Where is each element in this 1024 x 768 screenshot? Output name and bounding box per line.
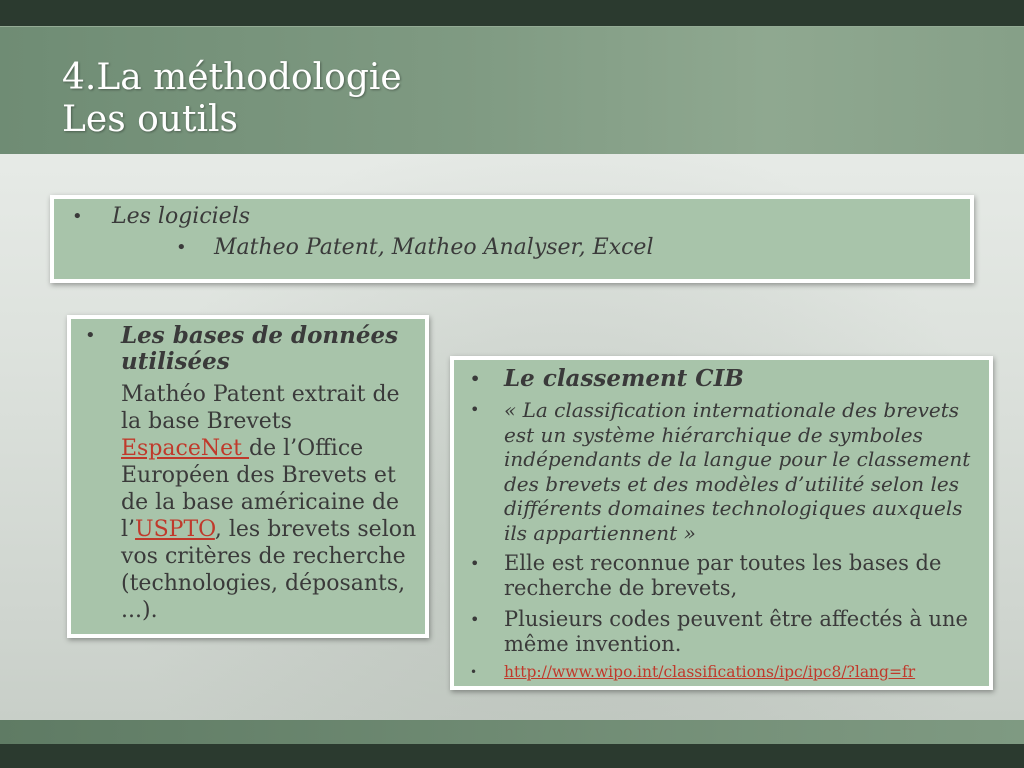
databases-heading: Les bases de données utilisées [121,322,399,375]
bullet-icon: • [470,369,481,388]
software-list-item [64,231,960,265]
cib-point-item [464,607,981,657]
bullet-icon: • [470,554,480,573]
software-heading-item [64,203,960,231]
cib-heading: Le classement CIB [504,365,744,392]
bottom-band [0,720,1024,744]
software-list: Matheo Patent, Matheo Analyser, Excel [214,235,654,260]
cib-box [450,356,993,690]
uspto-link[interactable]: USPTO [135,517,215,542]
bottom-strip [0,744,1024,768]
bullet-icon: • [470,665,478,679]
cib-point-item [464,551,981,601]
wipo-url-link[interactable]: http://www.wipo.int/classifications/ipc/ipc8/?lang=fr [504,663,916,681]
bullet-icon: • [72,206,83,227]
cib-url-item [464,661,981,683]
databases-text-1: Mathéo Patent extrait de la base Brevets [121,382,400,434]
databases-box [67,315,429,638]
slide-title-line2: Les outils [62,99,238,140]
slide-title [62,57,402,141]
cib-heading-item [464,364,981,394]
cib-quote-item [464,398,981,545]
software-box [50,195,974,283]
databases-description [121,381,417,624]
software-heading: Les logiciels [112,204,251,229]
bullet-icon: • [85,325,96,346]
bullet-icon: • [470,610,480,629]
databases-text-3: , les brevets selon vos critères de recherche (technologies, déposants, ...). [121,517,417,623]
espacenet-link[interactable]: EspaceNet [121,436,249,461]
top-strip [0,0,1024,26]
cib-quote: « La classification internationale des brevets est un système hiérarchique de symboles indépendants de la langue pour le classement des brevets et des modèles d’utilité selon les différents domaines technologiques auxquels ils appartiennent » [504,398,971,545]
databases-text-2: de l’Office Européen des Brevets et de la base américaine de l’ [121,436,400,542]
bullet-icon: • [176,237,187,258]
databases-heading-item [81,323,417,375]
cib-point-2: Plusieurs codes peuvent être affectés à une même invention. [504,607,968,656]
slide-title-line1: 4.La méthodologie [62,57,402,98]
bullet-icon: • [470,400,480,419]
cib-point-1: Elle est reconnue par toutes les bases de recherche de brevets, [504,551,942,600]
title-band [0,26,1024,154]
